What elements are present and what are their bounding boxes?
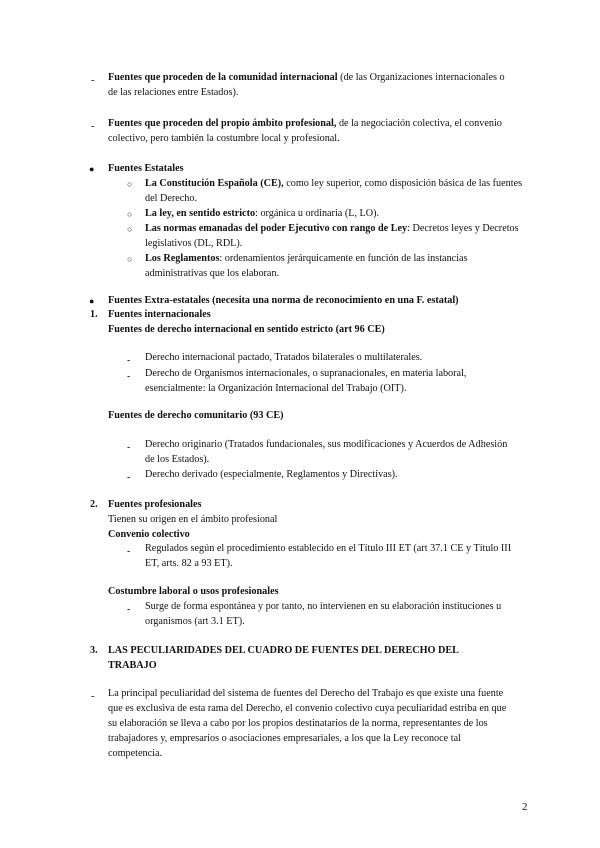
list-item: Derecho internacional pactado, Tratados bilaterales o multilaterales. — [145, 352, 423, 363]
bullet-marker: ● — [89, 296, 95, 306]
bold-term: La Constitución Española (CE), — [145, 178, 284, 189]
sub-item-regulations — [145, 251, 525, 281]
item-description: de la negociación colectiva, el convenio colectivo, pero también la costumbre local y profesional. — [108, 118, 502, 144]
subsection-heading: Fuentes de derecho comunitario (93 CE) — [108, 410, 284, 421]
dash-marker: - — [127, 355, 131, 366]
list-item-text — [108, 116, 513, 146]
sub-item-law — [145, 206, 525, 221]
page-number: 2 — [522, 801, 528, 813]
dash-marker: - — [127, 371, 131, 382]
section-heading: Fuentes Estatales — [108, 163, 184, 174]
bullet-marker: ● — [89, 164, 95, 174]
dash-marker: - — [127, 546, 131, 557]
circle-marker: ○ — [127, 179, 133, 189]
section-intro: Tienen su origen en el ámbito profesional — [108, 514, 278, 525]
sub-item-executive-norms — [145, 221, 525, 251]
section-heading: Fuentes internacionales — [108, 309, 211, 320]
dash-marker: - — [127, 442, 131, 453]
item-description: : Decretos leyes y Decretos legislativos (DL, RDL). — [145, 223, 519, 249]
list-item: Derecho originario (Tratados fundacionales, sus modificaciones y Acuerdos de Adhesión de los Estados). — [145, 439, 508, 465]
item-description: : ordenamientos jerárquicamente en función de las instancias administrativas que los elaboran. — [145, 253, 468, 279]
bold-term: Fuentes que proceden de la comunidad internacional — [108, 72, 338, 83]
circle-marker: ○ — [127, 209, 133, 219]
section-heading: Fuentes profesionales — [108, 499, 202, 510]
list-item: Regulados según el procedimiento establecido en el Título III ET (art 37.1 CE y Título III ET, arts. 82 a 93 ET). — [145, 543, 512, 569]
item-description: como ley superior, como disposición básica de las fuentes del Derecho. — [145, 178, 523, 204]
dash-marker: - — [91, 121, 95, 132]
dash-marker: - — [127, 472, 131, 483]
dash-marker: - — [91, 691, 95, 702]
dash-marker: - — [91, 75, 95, 86]
section-number: 2. — [90, 499, 98, 510]
section-number: 3. — [90, 645, 98, 656]
item-description: : orgánica u ordinaria (L, LO). — [255, 208, 380, 219]
dash-marker: - — [127, 604, 131, 615]
list-item: Derecho derivado (especialmente, Reglamentos y Directivas). — [145, 469, 398, 480]
section-number: 1. — [90, 309, 98, 320]
paragraph: La principal peculiaridad del sistema de fuentes del Derecho del Trabajo es que existe una fuente que es exclusiva de esta rama del Derecho, el convenio colectivo cuya peculiaridad estriba en que su elaboración se lleva a cabo por los propios destinatarios de la norma, representantes de los trabajadores y, empresarios o asociaciones empresariales, a los que la Ley reconoce tal competencia. — [108, 688, 507, 759]
section-heading: Fuentes Extra-estatales (necesita una norma de reconocimiento en una F. estatal) — [108, 295, 459, 306]
circle-marker: ○ — [127, 224, 133, 234]
bold-term: La ley, en sentido estricto — [145, 208, 256, 219]
item-description: (de las Organizaciones internacionales o de las relaciones entre Estados). — [108, 72, 505, 98]
sub-item-constitution — [145, 176, 525, 206]
circle-marker: ○ — [127, 254, 133, 264]
list-item: Surge de forma espontánea y por tanto, no intervienen en su elaboración instituciones u organismos (art 3.1 ET). — [145, 601, 502, 627]
bold-term: Los Reglamentos — [145, 253, 220, 264]
list-item-text — [108, 70, 513, 100]
section-heading: LAS PECULIARIDADES DEL CUADRO DE FUENTES DEL DERECHO DEL TRABAJO — [108, 645, 459, 671]
list-item: Derecho de Organismos internacionales, o supranacionales, en materia laboral, esencialmente: la Organización Internacional del Trabajo (OIT). — [145, 368, 467, 394]
subsection-heading: Convenio colectivo — [108, 529, 190, 540]
bold-term: Fuentes que proceden del propio ámbito profesional, — [108, 118, 337, 129]
subsection-heading: Fuentes de derecho internacional en sentido estricto (art 96 CE) — [108, 324, 385, 335]
subsection-heading: Costumbre laboral o usos profesionales — [108, 586, 279, 597]
bold-term: Las normas emanadas del poder Ejecutivo con rango de Ley — [145, 223, 408, 234]
